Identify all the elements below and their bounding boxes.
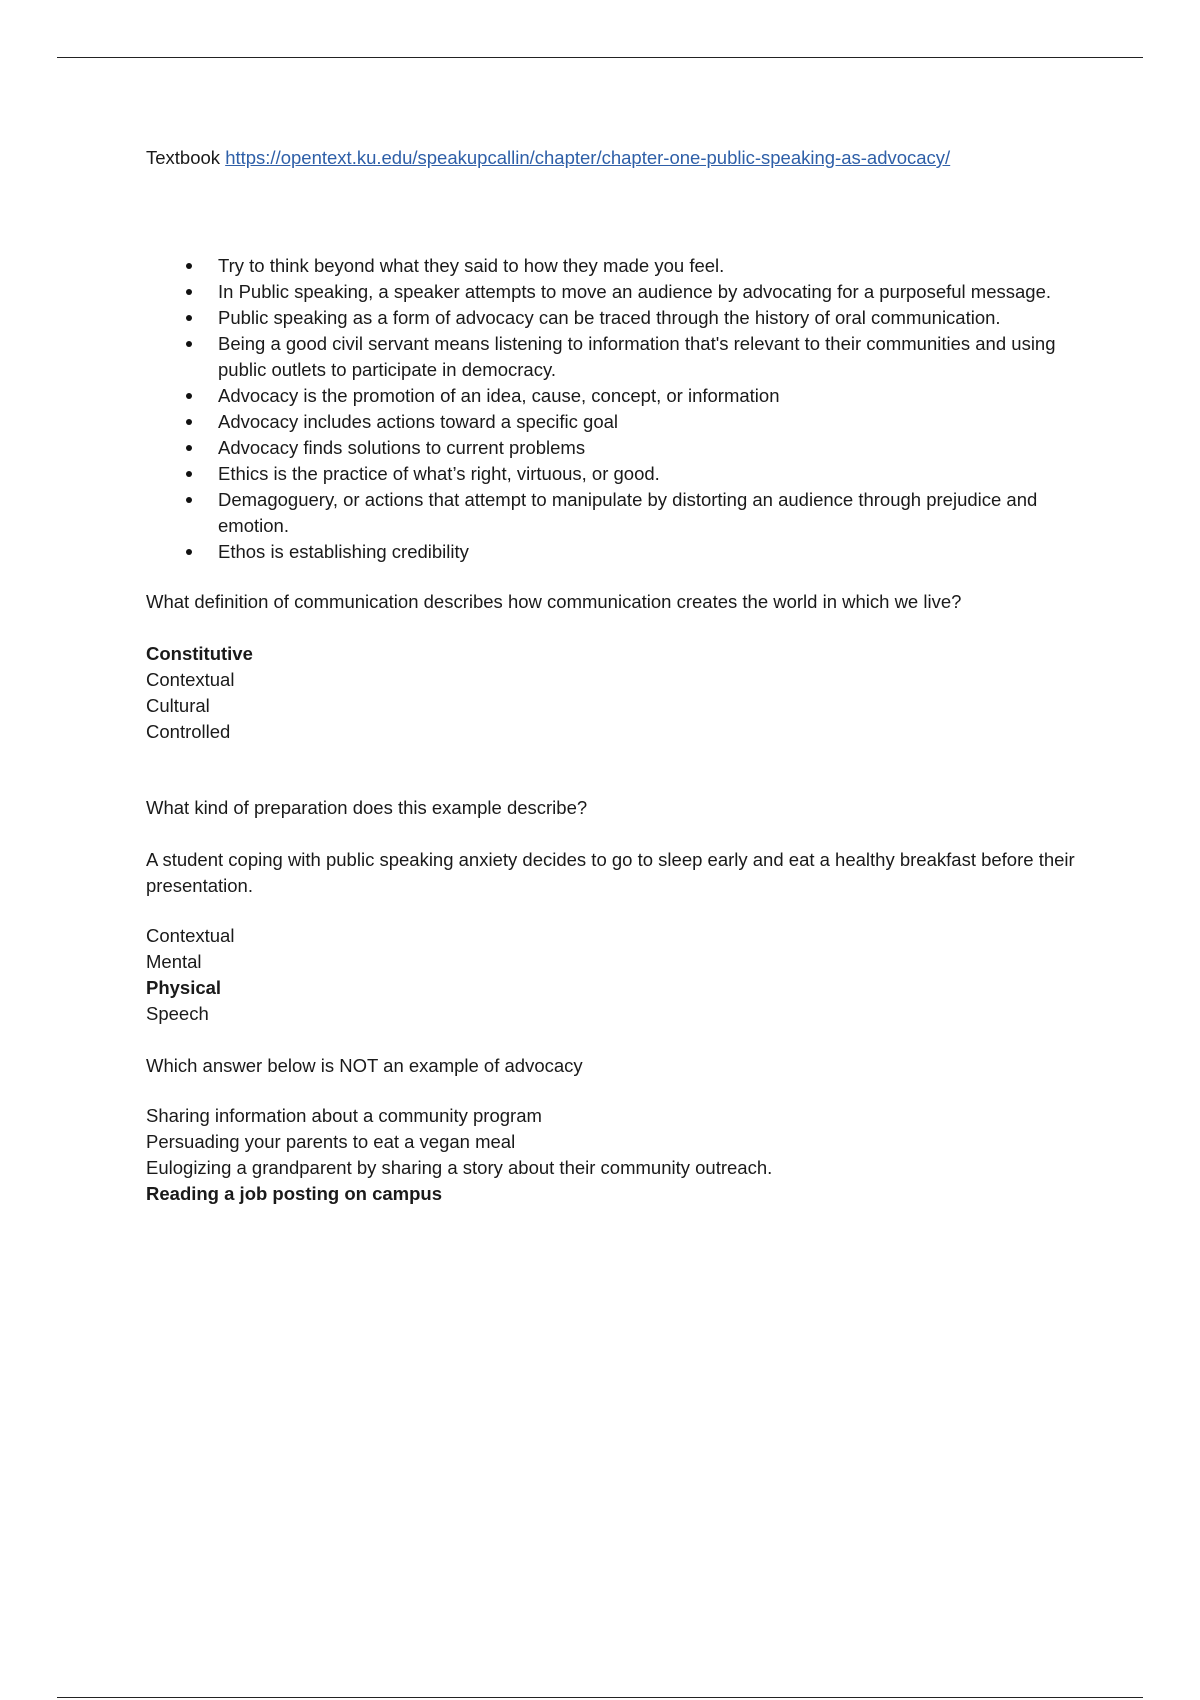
question-2-option: Mental <box>146 951 202 972</box>
question-2-scenario: A student coping with public speaking anxiety decides to go to sleep early and eat a healthy breakfast before their presentation. <box>146 849 1075 896</box>
question-2-prompt: What kind of preparation does this example describe? <box>146 797 588 818</box>
question-1-option: Controlled <box>146 721 231 742</box>
question-3-option-correct: Reading a job posting on campus <box>146 1183 443 1204</box>
footer-rule <box>57 1697 1143 1698</box>
question-1-option: Contextual <box>146 669 235 690</box>
question-3-options <box>146 1103 1096 1207</box>
question-1-option: Cultural <box>146 695 210 716</box>
bullet-item: In Public speaking, a speaker attempts to move an audience by advocating for a purposeful message. <box>218 279 1096 305</box>
bullet-item: Advocacy finds solutions to current problems <box>218 435 1096 461</box>
bullet-item: Being a good civil servant means listening to information that's relevant to their communities and using public outlets to participate in democracy. <box>218 331 1096 383</box>
textbook-label: Textbook <box>146 147 221 168</box>
question-3-prompt: Which answer below is NOT an example of advocacy <box>146 1055 583 1076</box>
bullet-item: Ethos is establishing credibility <box>218 539 1096 565</box>
bullet-item: Public speaking as a form of advocacy can be traced through the history of oral communication. <box>218 305 1096 331</box>
notes-bullet-list <box>146 253 1096 565</box>
textbook-reference <box>146 145 1096 171</box>
document-body <box>146 145 1096 1207</box>
question-1-option-correct: Constitutive <box>146 643 253 664</box>
bullet-item: Advocacy is the promotion of an idea, cause, concept, or information <box>218 383 1096 409</box>
question-1-prompt: What definition of communication describes how communication creates the world in which we live? <box>146 591 962 612</box>
header-rule <box>57 57 1143 58</box>
question-2-option-correct: Physical <box>146 977 222 998</box>
textbook-link[interactable]: https://opentext.ku.edu/speakupcallin/chapter/chapter-one-public-speaking-as-advocacy/ <box>225 147 951 168</box>
question-2-option: Contextual <box>146 925 235 946</box>
question-3-option: Eulogizing a grandparent by sharing a story about their community outreach. <box>146 1157 773 1178</box>
bullet-item: Advocacy includes actions toward a specific goal <box>218 409 1096 435</box>
bullet-item: Try to think beyond what they said to how they made you feel. <box>218 253 1096 279</box>
question-3-option: Persuading your parents to eat a vegan meal <box>146 1131 516 1152</box>
question-1-options <box>146 641 1096 745</box>
question-2-options <box>146 923 1096 1027</box>
bullet-item: Demagoguery, or actions that attempt to manipulate by distorting an audience through prejudice and emotion. <box>218 487 1096 539</box>
question-3-option: Sharing information about a community program <box>146 1105 542 1126</box>
question-2-option: Speech <box>146 1003 209 1024</box>
bullet-item: Ethics is the practice of what’s right, virtuous, or good. <box>218 461 1096 487</box>
